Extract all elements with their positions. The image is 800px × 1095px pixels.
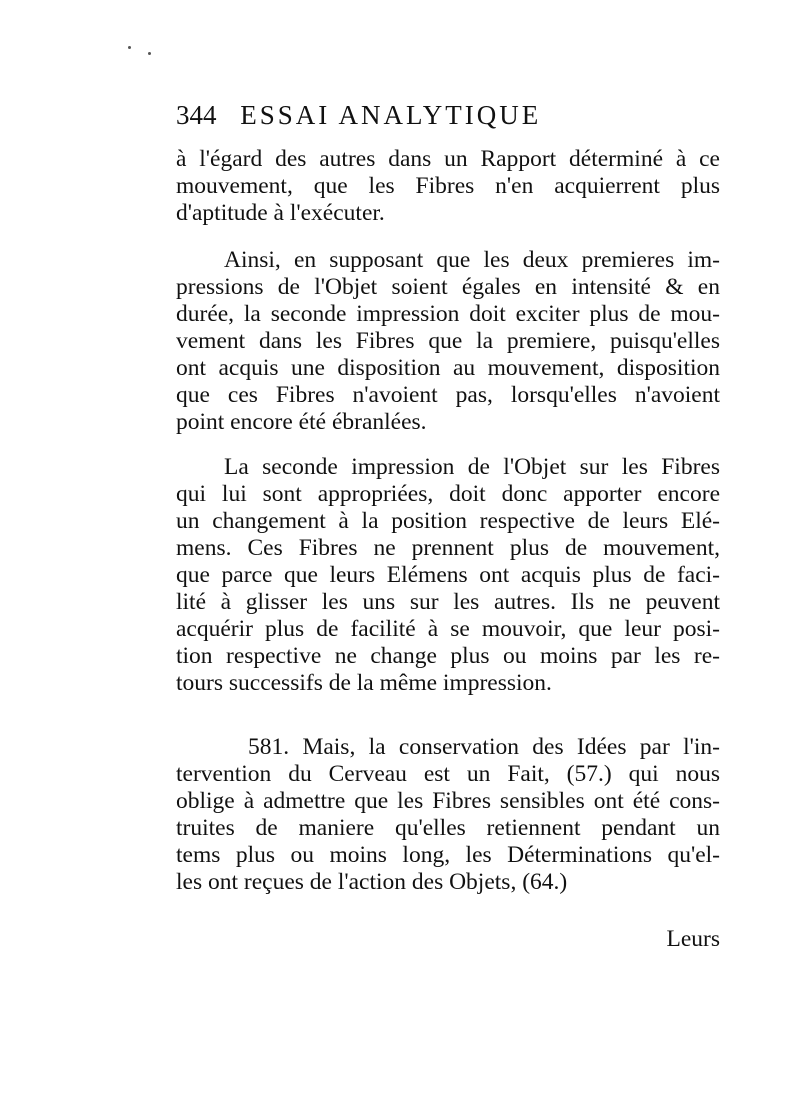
text-line: truites de maniere qu'elles retiennent pendant un <box>176 815 720 841</box>
paragraph-1 <box>176 146 720 227</box>
text-line: les ont reçues de l'action des Objets, (64.) <box>176 869 568 895</box>
text-line: d'aptitude à l'exécuter. <box>176 200 385 226</box>
text-line: acquérir plus de facilité à se mouvoir, que leur posi- <box>176 616 720 642</box>
running-head <box>176 100 716 131</box>
text-line: tervention du Cerveau est un Fait, (57.) qui nous <box>176 761 720 787</box>
text-line: que ces Fibres n'avoient pas, lorsqu'elles n'avoient <box>176 382 720 408</box>
text-line: lité à glisser les uns sur les autres. Ils ne peuvent <box>176 589 720 615</box>
text-line: pressions de l'Objet soient égales en intensité & en <box>176 274 720 300</box>
paragraph-4 <box>176 734 720 896</box>
text-line: mens. Ces Fibres ne prennent plus de mouvement, <box>176 535 720 561</box>
text-line: point encore été ébranlées. <box>176 409 427 435</box>
text-line: oblige à admettre que les Fibres sensibles ont été cons- <box>176 788 720 814</box>
paragraph-2 <box>176 247 720 436</box>
ink-speck <box>148 52 151 55</box>
text-line: mouvement, que les Fibres n'en acquierrent plus <box>176 173 720 199</box>
text-line: durée, la seconde impression doit exciter plus de mou- <box>176 301 720 327</box>
text-line: que parce que leurs Elémens ont acquis plus de faci- <box>176 562 720 588</box>
text-line: à l'égard des autres dans un Rapport déterminé à ce <box>176 146 720 172</box>
text-line: qui lui sont appropriées, doit donc apporter encore <box>176 481 720 507</box>
text-line: tours successifs de la même impression. <box>176 670 552 696</box>
text-line: La seconde impression de l'Objet sur les Fibres <box>224 454 720 480</box>
text-line: vement dans les Fibres que la premiere, puisqu'elles <box>176 328 720 354</box>
text-line: tion respective ne change plus ou moins par les re- <box>176 643 720 669</box>
text-line: un changement à la position respective de leurs Elé- <box>176 508 720 534</box>
text-line: Ainsi, en supposant que les deux premieres im- <box>224 247 720 273</box>
page-title: ESSAI ANALYTIQUE <box>240 100 542 130</box>
page-number: 344 <box>176 100 217 130</box>
text-line: ont acquis une disposition au mouvement, disposition <box>176 355 720 381</box>
ink-speck <box>128 46 131 49</box>
catchword: Leurs <box>666 926 720 952</box>
paragraph-3 <box>176 454 720 697</box>
text-line: 581. Mais, la conservation des Idées par l'in- <box>248 734 720 760</box>
text-line: tems plus ou moins long, les Déterminations qu'el- <box>176 842 720 868</box>
